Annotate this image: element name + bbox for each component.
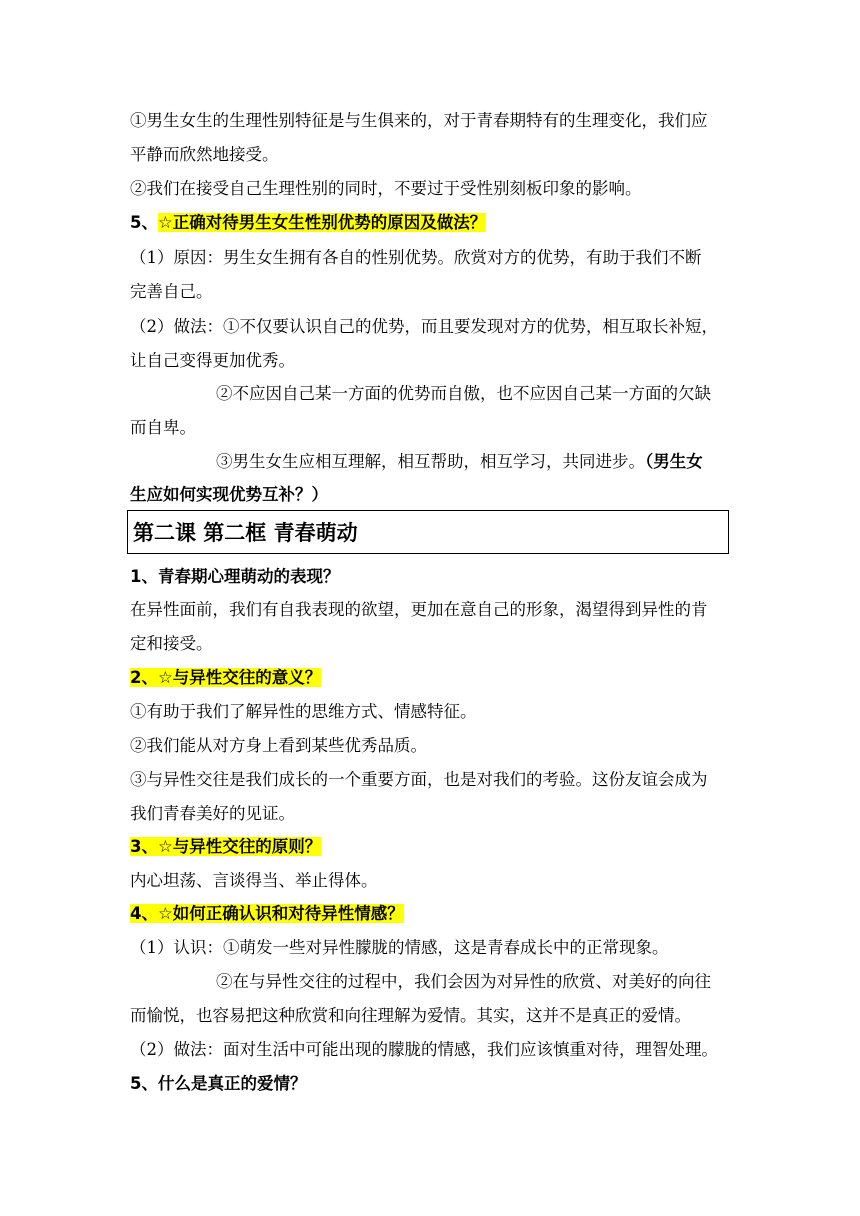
text-line: 定和接受。 [130, 634, 213, 653]
lesson-title: 第二课 第二框 青春萌动 [133, 521, 358, 545]
text-line: （2）做法：①不仅要认识自己的优势，而且要发现对方的优势，相互取长补短， [130, 317, 718, 336]
text-line [216, 451, 703, 473]
text-line: 在异性面前，我们有自我表现的欲望，更加在意自己的形象，渴望得到异性的肯 [130, 600, 708, 619]
text-line: （2）做法：面对生活中可能出现的朦胧的情感，我们应该慎重对待，理智处理。 [130, 1040, 718, 1059]
question-heading: 1、青春期心理萌动的表现？ [130, 567, 340, 586]
question-heading [130, 667, 321, 689]
text-line: ③与异性交往是我们成长的一个重要方面，也是对我们的考验。这份友谊会成为 [130, 770, 708, 789]
bold-note-cont: 生应如何实现优势互补？） [130, 485, 328, 504]
highlighted-heading: ☆正确对待男生女生性别优势的原因及做法？ [157, 213, 487, 232]
text-line: （1）原因：男生女生拥有各自的性别优势。欣赏对方的优势，有助于我们不断 [130, 248, 702, 267]
text-line: ②我们能从对方身上看到某些优秀品质。 [130, 736, 427, 755]
text-line: ②在与异性交往的过程中，我们会因为对异性的欣赏、对美好的向往 [216, 972, 711, 991]
text-line: 而愉悦，也容易把这种欣赏和向往理解为爱情。其实，这并不是真正的爱情。 [130, 1006, 691, 1025]
text-line: 而自卑。 [130, 418, 196, 437]
text-line: 平静而欣然地接受。 [130, 145, 279, 164]
question-heading [130, 903, 404, 925]
bold-note: （男生女 [645, 452, 703, 471]
highlighted-heading: 4、☆如何正确认识和对待异性情感？ [130, 904, 404, 923]
question-heading: 5、☆正确对待男生女生性别优势的原因及做法？ [130, 213, 487, 232]
text-line: ②不应因自己某一方面的优势而自傲，也不应因自己某一方面的欠缺 [216, 384, 711, 403]
lesson-title-box [127, 510, 729, 554]
text-line: （1）认识：①萌发一些对异性朦胧的情感，这是青春成长中的正常现象。 [130, 938, 669, 957]
text-line: 完善自己。 [130, 282, 213, 301]
highlighted-heading: 2、☆与异性交往的意义？ [130, 668, 322, 687]
question-heading: 5、什么是真正的爱情？ [130, 1074, 307, 1093]
text-line: ①有助于我们了解异性的思维方式、情感特征。 [130, 702, 477, 721]
text-line: ①男生女生的生理性别特征是与生俱来的，对于青春期特有的生理变化，我们应 [130, 111, 708, 130]
text-line: 我们青春美好的见证。 [130, 804, 295, 823]
text-span: ③男生女生应相互理解，相互帮助，相互学习，共同进步。 [216, 452, 645, 471]
highlighted-heading: 3、☆与异性交往的原则？ [130, 837, 322, 856]
text-line: ②我们在接受自己生理性别的同时，不要过于受性别刻板印象的影响。 [130, 179, 642, 198]
text-line: 让自己变得更加优秀。 [130, 351, 295, 370]
text-line: 内心坦荡、言谈得当、举止得体。 [130, 871, 378, 890]
question-heading [130, 836, 321, 858]
